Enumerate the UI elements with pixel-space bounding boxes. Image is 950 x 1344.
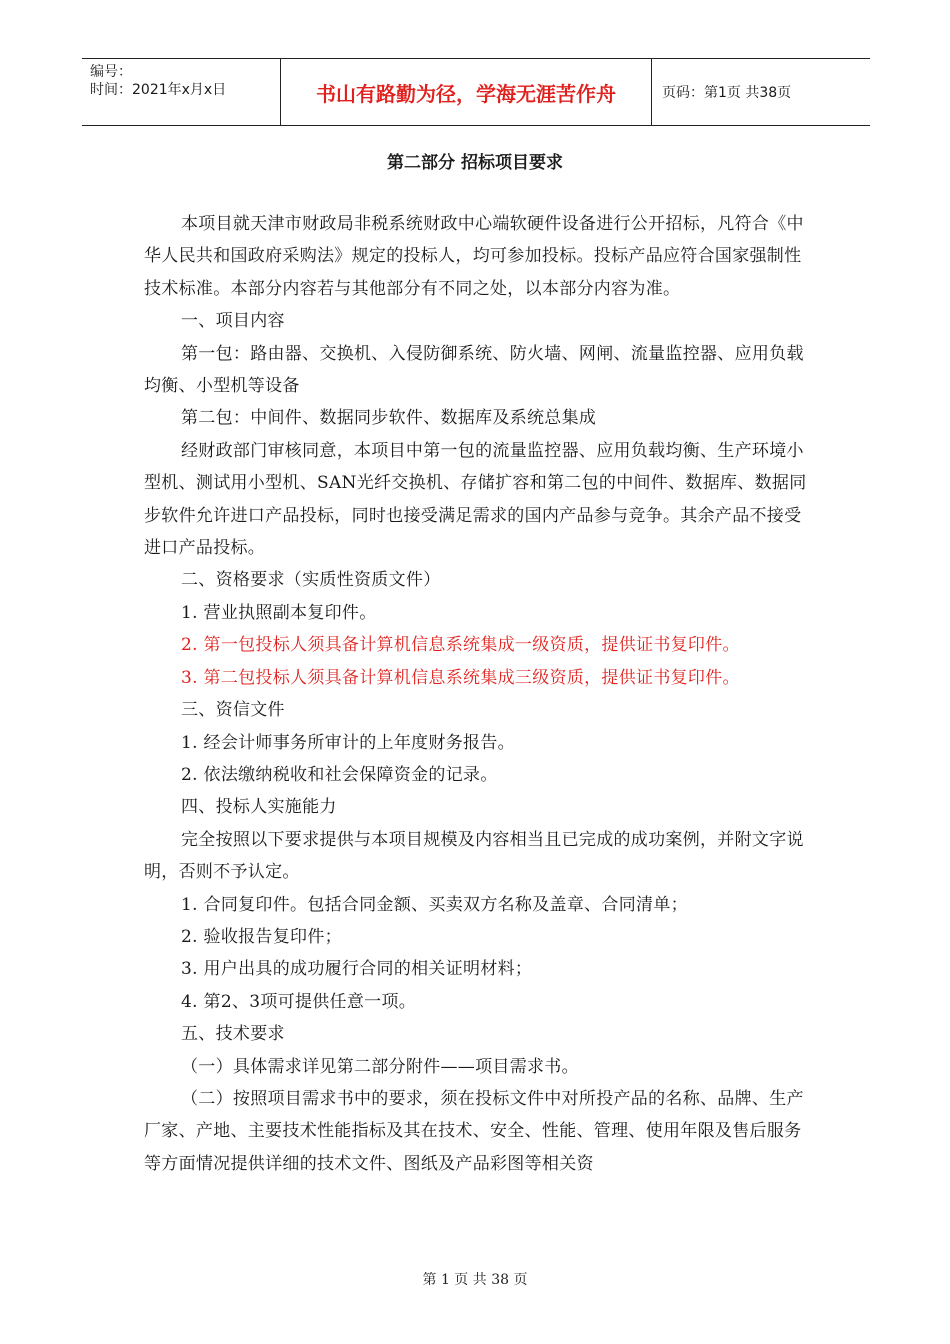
document-body bbox=[144, 208, 812, 1180]
paragraph: 经财政部门审核同意，本项目中第一包的流量监控器、应用负载均衡、生产环境小型机、测试用小型机、SAN光纤交换机、存储扩容和第二包的中间件、数据库、数据同步软件允许进口产品投标，同时也接受满足需求的国内产品参与竞争。其余产品不接受进口产品投标。 bbox=[144, 440, 807, 559]
paragraph: 第一包：路由器、交换机、入侵防御系统、防火墙、网闸、流量监控器、应用负载均衡、小型机等设备 bbox=[144, 343, 804, 397]
section-title: 第二部分 招标项目要求 bbox=[387, 153, 563, 173]
list-item: 2. 验收报告复印件； bbox=[181, 926, 342, 947]
page-footer: 第 1 页 共 38 页 bbox=[422, 1272, 528, 1288]
list-item: 1. 营业执照副本复印件。 bbox=[181, 602, 377, 623]
list-item: （一）具体需求详见第二部分附件——项目需求书。 bbox=[181, 1056, 579, 1077]
list-item: 1. 合同复印件。包括合同金额、买卖双方名称及盖章、合同清单； bbox=[181, 894, 688, 915]
list-item: 1. 经会计师事务所审计的上年度财务报告。 bbox=[181, 732, 515, 753]
section-heading: 四、投标人实施能力 bbox=[181, 797, 337, 818]
document-header bbox=[82, 58, 870, 126]
list-item-highlighted: 3. 第二包投标人须具备计算机信息系统集成三级资质，提供证书复印件。 bbox=[181, 667, 740, 688]
paragraph: 第二包：中间件、数据同步软件、数据库及系统总集成 bbox=[181, 408, 597, 429]
paragraph: 完全按照以下要求提供与本项目规模及内容相当且已完成的成功案例，并附文字说明，否则不予认定。 bbox=[144, 829, 804, 883]
list-item: 4. 第2、3项可提供任意一项。 bbox=[181, 991, 417, 1012]
section-heading: 二、资格要求（实质性资质文件） bbox=[181, 570, 441, 591]
time-label: 时间：2021年x月x日 bbox=[90, 82, 227, 98]
intro-paragraph: 本项目就天津市财政局非税系统财政中心端软硬件设备进行公开招标，凡符合《中华人民共和国政府采购法》规定的投标人，均可参加投标。投标产品应符合国家强制性技术标准。本部分内容若与其他部分有不同之处，以本部分内容为准。 bbox=[144, 214, 804, 299]
list-item: 2. 依法缴纳税收和社会保障资金的记录。 bbox=[181, 764, 498, 785]
section-heading: 三、资信文件 bbox=[181, 700, 285, 721]
header-motto: 书山有路勤为径，学海无涯苦作舟 bbox=[280, 59, 652, 125]
section-heading: 一、项目内容 bbox=[181, 311, 285, 332]
section-heading: 五、技术要求 bbox=[181, 1024, 285, 1045]
number-label: 编号： bbox=[90, 64, 132, 80]
header-page-label: 页码：第1页 共38页 bbox=[662, 85, 792, 101]
header-meta bbox=[82, 59, 280, 125]
list-item: 3. 用户出具的成功履行合同的相关证明材料； bbox=[181, 959, 533, 980]
list-item-highlighted: 2. 第一包投标人须具备计算机信息系统集成一级资质，提供证书复印件。 bbox=[181, 635, 740, 656]
paragraph: （二）按照项目需求书中的要求，须在投标文件中对所投产品的名称、品牌、生产厂家、产地、主要技术性能指标及其在技术、安全、性能、管理、使用年限及售后服务等方面情况提供详细的技术文件、图纸及产品彩图等相关资 bbox=[144, 1088, 804, 1174]
